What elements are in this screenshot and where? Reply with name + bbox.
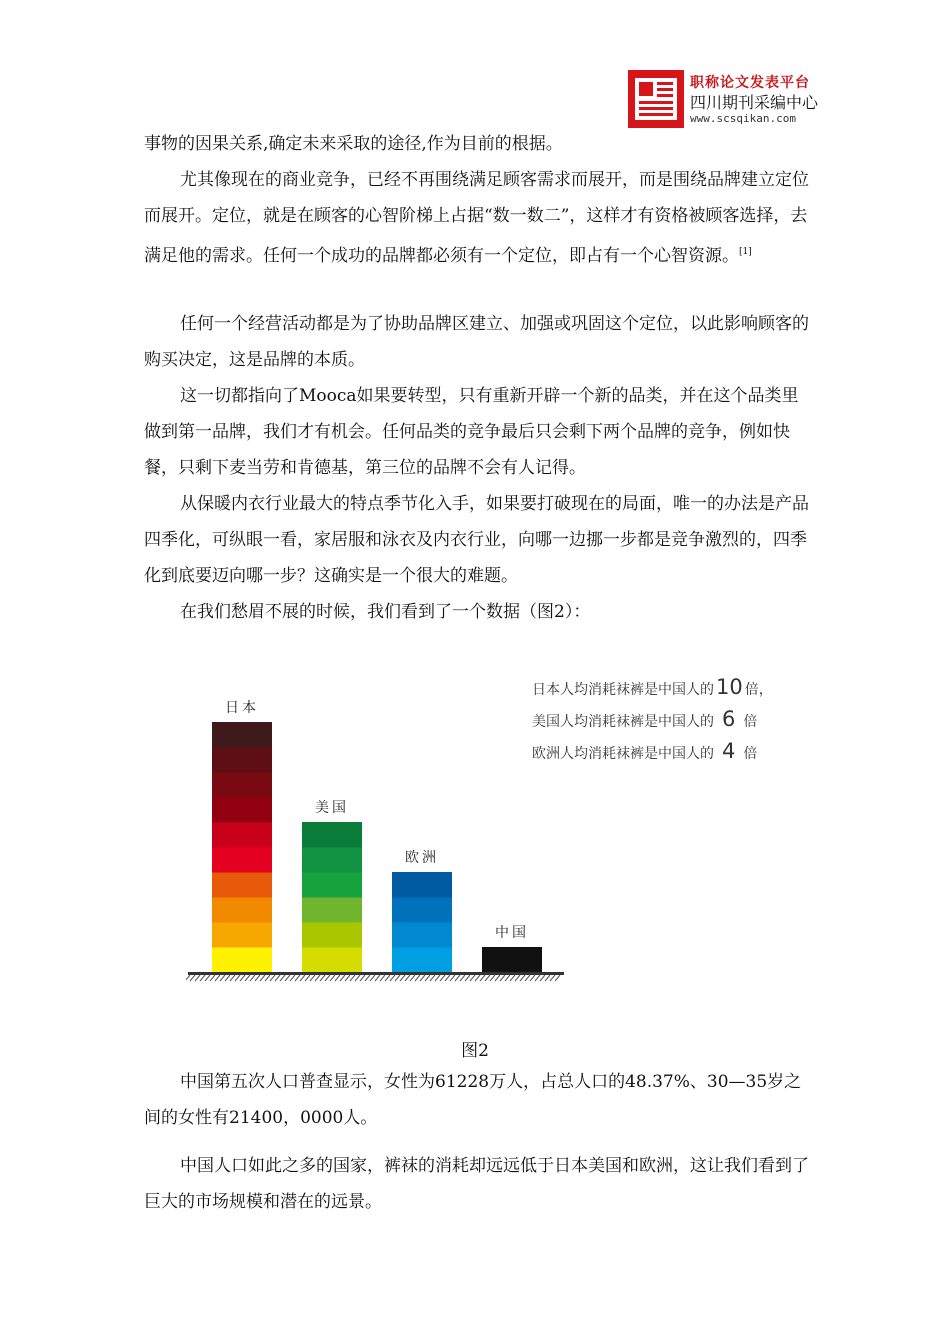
bar-segment bbox=[212, 772, 272, 798]
baseline-hatch bbox=[505, 975, 510, 981]
baseline-hatch bbox=[250, 975, 255, 981]
paragraph-8: 中国人口如此之多的国家，裤袜的消耗却远远低于日本美国和欧洲，这让我们看到了巨大的市场规模和潜在的远景。 bbox=[144, 1156, 809, 1212]
baseline-hatch bbox=[385, 975, 390, 981]
baseline-hatch bbox=[545, 975, 550, 981]
baseline-hatch bbox=[490, 975, 495, 981]
baseline-hatch bbox=[395, 975, 400, 981]
baseline-hatch bbox=[555, 975, 560, 981]
baseline-hatch bbox=[520, 975, 525, 981]
paragraph-1: 事物的因果关系,确定未来采取的途径,作为目前的根据。 bbox=[144, 134, 563, 154]
baseline-hatch bbox=[280, 975, 285, 981]
baseline-hatch bbox=[415, 975, 420, 981]
bar-segment bbox=[212, 947, 272, 973]
baseline-hatch bbox=[275, 975, 280, 981]
paragraph-7: 中国第五次人口普查显示，女性为61228万人，占总人口的48.37%、30—35岁之间的女性有21400，0000人。 bbox=[144, 1072, 802, 1128]
bar-segment bbox=[392, 872, 452, 898]
baseline-hatch bbox=[270, 975, 275, 981]
bar-segment bbox=[482, 947, 542, 973]
baseline-hatch bbox=[495, 975, 500, 981]
annotation-text: 美国人均消耗袜裤是中国人的 6 倍 bbox=[532, 707, 758, 731]
baseline-hatch bbox=[310, 975, 315, 981]
logo-url: www.scsqikan.com bbox=[690, 112, 796, 125]
baseline-hatch bbox=[420, 975, 425, 981]
baseline-hatch bbox=[325, 975, 330, 981]
baseline-hatch bbox=[190, 975, 195, 981]
bar-label: 中国 bbox=[495, 925, 529, 941]
baseline-hatch bbox=[470, 975, 475, 981]
logo-tagline: 职称论文发表平台 bbox=[690, 75, 810, 91]
logo-name: 四川期刊采编中心 bbox=[690, 93, 819, 112]
baseline-hatch bbox=[465, 975, 470, 981]
baseline-hatch bbox=[260, 975, 265, 981]
baseline-hatch bbox=[375, 975, 380, 981]
baseline-hatch bbox=[195, 975, 200, 981]
baseline-hatch bbox=[205, 975, 210, 981]
baseline-hatch bbox=[300, 975, 305, 981]
bar-segment bbox=[212, 922, 272, 948]
baseline-hatch bbox=[390, 975, 395, 981]
bar-segment bbox=[302, 822, 362, 848]
baseline-hatch bbox=[445, 975, 450, 981]
bar-segment bbox=[392, 897, 452, 923]
publisher-logo bbox=[628, 70, 818, 130]
paragraph-2-text: 尤其像现在的商业竞争，已经不再围绕满足顾客需求而展开，而是围绕品牌建立定位而展开。定位，就是在顾客的心智阶梯上占据“数一数二”，这样才有资格被顾客选择，去满足他的需求。任何一个成功的品牌都必须有一个定位，即占有一个心智资源。 bbox=[144, 170, 809, 266]
baseline-hatch bbox=[450, 975, 455, 981]
paragraph-5: 从保暖内衣行业最大的特点季节化入手，如果要打破现在的局面，唯一的办法是产品四季化，可纵眼一看，家居服和泳衣及内衣行业，向哪一边挪一步都是竞争激烈的，四季化到底要迈向哪一步？这确实是一个很大的难题。 bbox=[144, 494, 809, 586]
baseline-hatch bbox=[355, 975, 360, 981]
baseline-hatch bbox=[370, 975, 375, 981]
baseline-hatch bbox=[305, 975, 310, 981]
baseline-hatch bbox=[460, 975, 465, 981]
baseline-hatch bbox=[225, 975, 230, 981]
bar-label: 欧洲 bbox=[405, 850, 439, 866]
bar-segment bbox=[212, 822, 272, 848]
bar-segment bbox=[302, 897, 362, 923]
baseline-hatch bbox=[240, 975, 245, 981]
annotation-text: 欧洲人均消耗袜裤是中国人的 4 倍 bbox=[532, 739, 758, 763]
baseline-hatch bbox=[480, 975, 485, 981]
baseline-hatch bbox=[525, 975, 530, 981]
bar-segment bbox=[302, 922, 362, 948]
baseline-hatch bbox=[500, 975, 505, 981]
bar-segment bbox=[302, 872, 362, 898]
baseline-hatch bbox=[230, 975, 235, 981]
baseline-hatch bbox=[365, 975, 370, 981]
baseline-hatch bbox=[200, 975, 205, 981]
baseline-hatch bbox=[330, 975, 335, 981]
baseline-hatch bbox=[430, 975, 435, 981]
bar-segment bbox=[212, 847, 272, 873]
bar-chart bbox=[186, 664, 786, 994]
baseline-hatch bbox=[235, 975, 240, 981]
paragraph-6: 在我们愁眉不展的时候，我们看到了一个数据（图2）： bbox=[180, 602, 591, 622]
baseline-hatch bbox=[405, 975, 410, 981]
baseline-hatch bbox=[320, 975, 325, 981]
baseline-hatch bbox=[485, 975, 490, 981]
baseline-line bbox=[188, 972, 564, 975]
baseline-hatch bbox=[295, 975, 300, 981]
bar-segment bbox=[302, 947, 362, 973]
newspaper-icon bbox=[628, 70, 684, 128]
bars-group bbox=[212, 699, 542, 973]
baseline-hatch bbox=[210, 975, 215, 981]
baseline-hatch bbox=[345, 975, 350, 981]
bar-segment bbox=[212, 797, 272, 823]
bar-segment bbox=[212, 897, 272, 923]
baseline-hatch bbox=[186, 975, 190, 981]
baseline-hatch bbox=[475, 975, 480, 981]
baseline-hatch bbox=[425, 975, 430, 981]
baseline-hatch bbox=[285, 975, 290, 981]
baseline-hatch bbox=[380, 975, 385, 981]
figure-caption: 图2 bbox=[461, 1041, 489, 1061]
baseline-hatch bbox=[410, 975, 415, 981]
baseline-hatch bbox=[360, 975, 365, 981]
bar-segment bbox=[212, 722, 272, 748]
annotations-group bbox=[532, 675, 773, 763]
chart-baseline bbox=[186, 972, 564, 981]
baseline-hatch bbox=[400, 975, 405, 981]
baseline-hatch bbox=[510, 975, 515, 981]
baseline-hatch bbox=[435, 975, 440, 981]
annotation-text: 日本人均消耗袜裤是中国人的10 倍， bbox=[532, 675, 773, 699]
figure-2-chart bbox=[186, 664, 786, 994]
baseline-hatch bbox=[540, 975, 545, 981]
baseline-hatch bbox=[220, 975, 225, 981]
paragraph-2 bbox=[144, 162, 814, 274]
baseline-hatch bbox=[535, 975, 540, 981]
baseline-hatch bbox=[440, 975, 445, 981]
paragraph-4: 这一切都指向了Mooca如果要转型，只有重新开辟一个新的品类，并在这个品类里做到第一品牌，我们才有机会。任何品类的竞争最后只会剩下两个品牌的竞争，例如快餐，只剩下麦当劳和肯德基，第三位的品牌不会有人记得。 bbox=[144, 386, 799, 478]
baseline-hatch bbox=[340, 975, 345, 981]
baseline-hatch bbox=[550, 975, 555, 981]
bar-segment bbox=[302, 847, 362, 873]
paragraph-3: 任何一个经营活动都是为了协助品牌区建立、加强或巩固这个定位，以此影响顾客的购买决定，这是品牌的本质。 bbox=[144, 314, 809, 370]
baseline-hatch bbox=[455, 975, 460, 981]
baseline-hatch bbox=[215, 975, 220, 981]
baseline-hatch bbox=[315, 975, 320, 981]
baseline-hatch bbox=[530, 975, 535, 981]
bar-segment bbox=[392, 922, 452, 948]
bar-label: 美国 bbox=[315, 800, 349, 816]
baseline-hatch bbox=[335, 975, 340, 981]
baseline-hatch bbox=[350, 975, 355, 981]
baseline-hatch bbox=[255, 975, 260, 981]
bar-segment bbox=[212, 872, 272, 898]
baseline-hatch bbox=[515, 975, 520, 981]
bar-segment bbox=[212, 747, 272, 773]
bar-segment bbox=[392, 947, 452, 973]
baseline-hatch bbox=[265, 975, 270, 981]
baseline-hatch bbox=[290, 975, 295, 981]
baseline-hatch bbox=[245, 975, 250, 981]
citation-ref: [1] bbox=[739, 247, 752, 257]
bar-label: 日本 bbox=[225, 700, 259, 716]
